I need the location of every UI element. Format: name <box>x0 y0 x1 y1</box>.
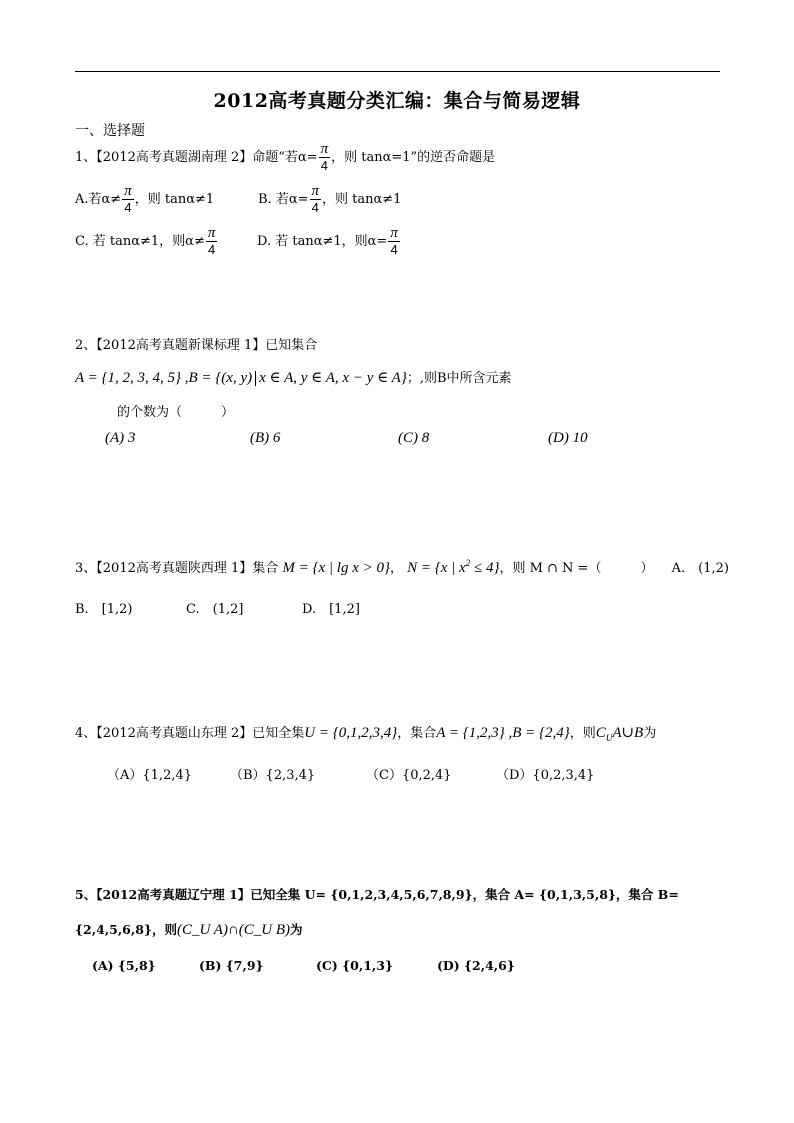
q2-sets <box>75 367 512 387</box>
header-rule <box>75 71 720 72</box>
fraction-pi-over-4: $\frac{\pi}{4}$ <box>124 183 132 215</box>
fraction-pi-over-4: $\frac{\pi}{4}$ <box>390 225 398 257</box>
q5-stem-line1: 5、【2012高考真题辽宁理 1】已知全集 U= {0,1,2,3,4,5,6,7,8,9}，集合 A= {0,1,3,5,8}，集合 B= <box>75 887 679 902</box>
q4-set-u: U = {0,1,2,3,4} <box>304 725 398 741</box>
q4-set-ab: A = {1,2,3} ,B = {2,4} <box>436 725 570 741</box>
q3-ask: ，则 M ∩ N =（ ） <box>499 561 654 576</box>
q2-option-c: (C) 8 <box>398 430 430 446</box>
q1-option-c: C. 若 tanα≠1，则α≠ $\frac{\pi}{4}$ <box>75 225 216 257</box>
fraction-pi-over-4: $\frac{\pi}{4}$ <box>207 225 216 257</box>
q2-set-b-post: x ∈ A, y ∈ A, x − y ∈ A} <box>259 370 407 386</box>
fraction-pi-over-4: $\frac{\pi}{4}$ <box>320 141 329 173</box>
q5-option-a: (A) {5,8} <box>92 958 156 973</box>
q1-stem <box>75 142 495 173</box>
q2-option-b: (B) 6 <box>250 430 281 446</box>
q4-stem: 4、【2012高考真题山东理 2】已知全集U = {0,1,2,3,4}，集合A = {1,2,3} ,B = {2,4}，则$C_UA\cup B$为 <box>75 725 657 743</box>
q2-tail: ；,则B中所含元素 <box>406 371 512 386</box>
q3-option-c: C. (1,2] <box>186 602 244 617</box>
q5-expression: (C_U A)∩(C_U B) <box>176 922 291 938</box>
q1-option-d: D. 若 tanα≠1，则α= $\frac{\pi}{4}$ <box>257 225 398 257</box>
q1-option-a: A.若α≠ $\frac{\pi}{4}$ ，则 tanα≠1 <box>75 183 215 215</box>
q3-set-n: N = {x | $x^2 \le 4$} <box>407 558 500 576</box>
q2-stem: 2、【2012高考真题新课标理 1】已知集合 <box>75 338 318 353</box>
q3-option-b: B. [1,2) <box>75 602 133 617</box>
q5-stem-line2: {2,4,5,6,8}，则(C_U A)∩(C_U B)为 <box>75 922 303 938</box>
q4-option-d: （D）{0,2,3,4} <box>496 768 595 783</box>
q3-set-m: M = {x | lg x > 0} <box>282 560 390 576</box>
q2-option-d: (D) 10 <box>548 430 588 446</box>
q5-option-b: (B) {7,9} <box>199 958 264 973</box>
set-builder-bar <box>255 371 256 386</box>
q2-set-b-pre: ,B = {(x, y) <box>181 370 253 386</box>
q3-stem: 3、【2012高考真题陕西理 1】集合 M = {x | lg x > 0}， N = {x | $x^2 \le 4$}，则 M ∩ N =（ ） A. (1,2) <box>75 558 729 576</box>
q4-option-c: （C）{0,2,4} <box>366 768 452 783</box>
q1-stem-pre: 1、【2012高考真题湖南理 2】命题“若α= <box>75 150 318 165</box>
fraction-pi-over-4: $\frac{\pi}{4}$ <box>311 183 320 215</box>
q5-option-d: (D) {2,4,6} <box>437 958 515 973</box>
q1-option-b: B. 若α= $\frac{\pi}{4}$ ，则 tanα≠1 <box>258 183 402 215</box>
q2-set-a: A = {1, 2, 3, 4, 5} <box>75 370 182 386</box>
q1-stem-post: ，则 tanα=1”的逆否命题是 <box>331 150 496 165</box>
q5-option-c: (C) {0,1,3} <box>316 958 394 973</box>
q4-option-a: （A）{1,2,4} <box>107 768 193 783</box>
q2-option-a: (A) 3 <box>105 430 136 446</box>
q4-complement: $C_UA\cup B$ <box>595 725 644 743</box>
q3-option-a: A. (1,2) <box>671 561 729 576</box>
q3-option-d: D. [1,2] <box>302 602 360 617</box>
page-title: 2012高考真题分类汇编：集合与简易逻辑 <box>213 90 581 112</box>
section-heading: 一、选择题 <box>75 123 145 139</box>
q4-option-b: （B）{2,3,4} <box>230 768 316 783</box>
q2-question: 的个数为（ ） <box>117 405 235 420</box>
